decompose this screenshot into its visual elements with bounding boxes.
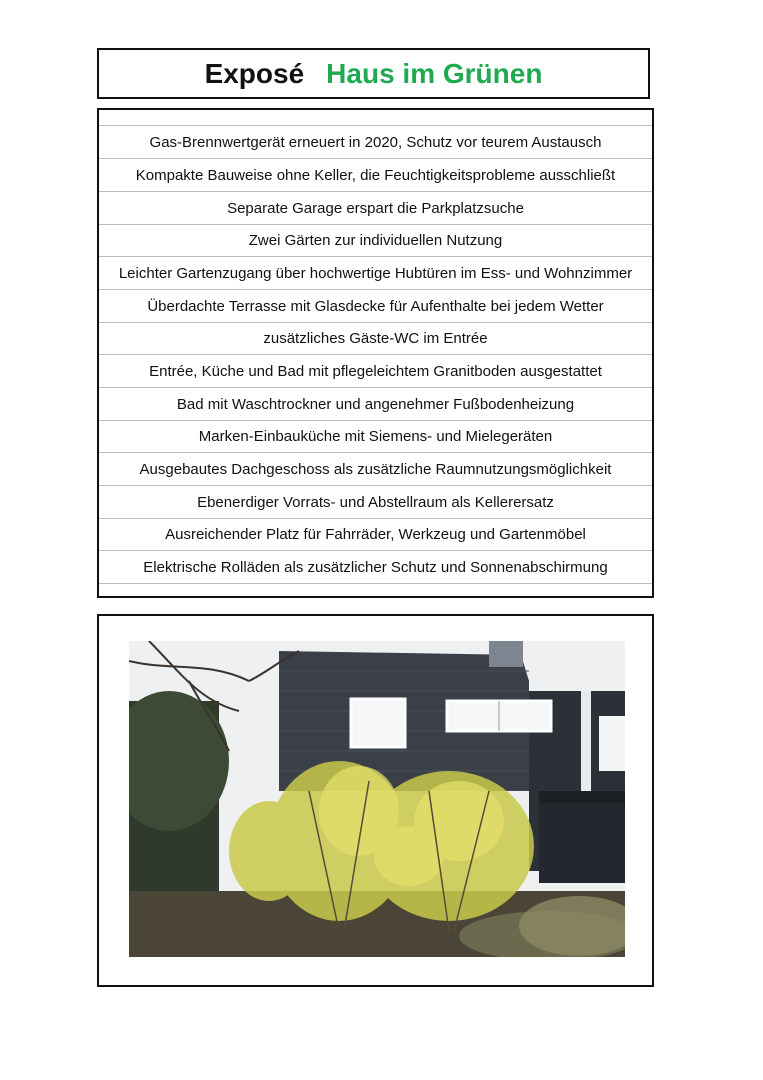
title-box — [97, 48, 650, 99]
list-item: zusätzliches Gäste-WC im Entrée — [99, 322, 652, 355]
list-item: Kompakte Bauweise ohne Keller, die Feuchtigkeitsprobleme ausschließt — [99, 159, 652, 192]
list-item: Ausgebautes Dachgeschoss als zusätzliche Raumnutzungsmöglichkeit — [99, 453, 652, 486]
list-item: Entrée, Küche und Bad mit pflegeleichtem Granitboden ausgestattet — [99, 355, 652, 388]
page-subtitle: Haus im Grünen — [326, 58, 543, 89]
feature-list — [97, 108, 654, 598]
list-item: Ausreichender Platz für Fahrräder, Werkzeug und Gartenmöbel — [99, 518, 652, 551]
page-title: Exposé — [204, 58, 305, 89]
list-item: Leichter Gartenzugang über hochwertige Hubtüren im Ess- und Wohnzimmer — [99, 257, 652, 290]
list-item: Ebenerdiger Vorrats- und Abstellraum als Kellerersatz — [99, 486, 652, 519]
list-item: Marken-Einbauküche mit Siemens- und Mielegeräten — [99, 420, 652, 453]
list-item: Zwei Gärten zur individuellen Nutzung — [99, 224, 652, 257]
list-item: Separate Garage erspart die Parkplatzsuche — [99, 192, 652, 225]
list-item: Überdachte Terrasse mit Glasdecke für Aufenthalte bei jedem Wetter — [99, 290, 652, 323]
list-item: Gas-Brennwertgerät erneuert in 2020, Schutz vor teurem Austausch — [99, 126, 652, 159]
list-item: Bad mit Waschtrockner und angenehmer Fußbodenheizung — [99, 388, 652, 421]
list-item: Elektrische Rolläden als zusätzlicher Schutz und Sonnenabschirmung — [99, 551, 652, 584]
photo-frame — [97, 614, 654, 987]
house-photo — [129, 641, 625, 957]
